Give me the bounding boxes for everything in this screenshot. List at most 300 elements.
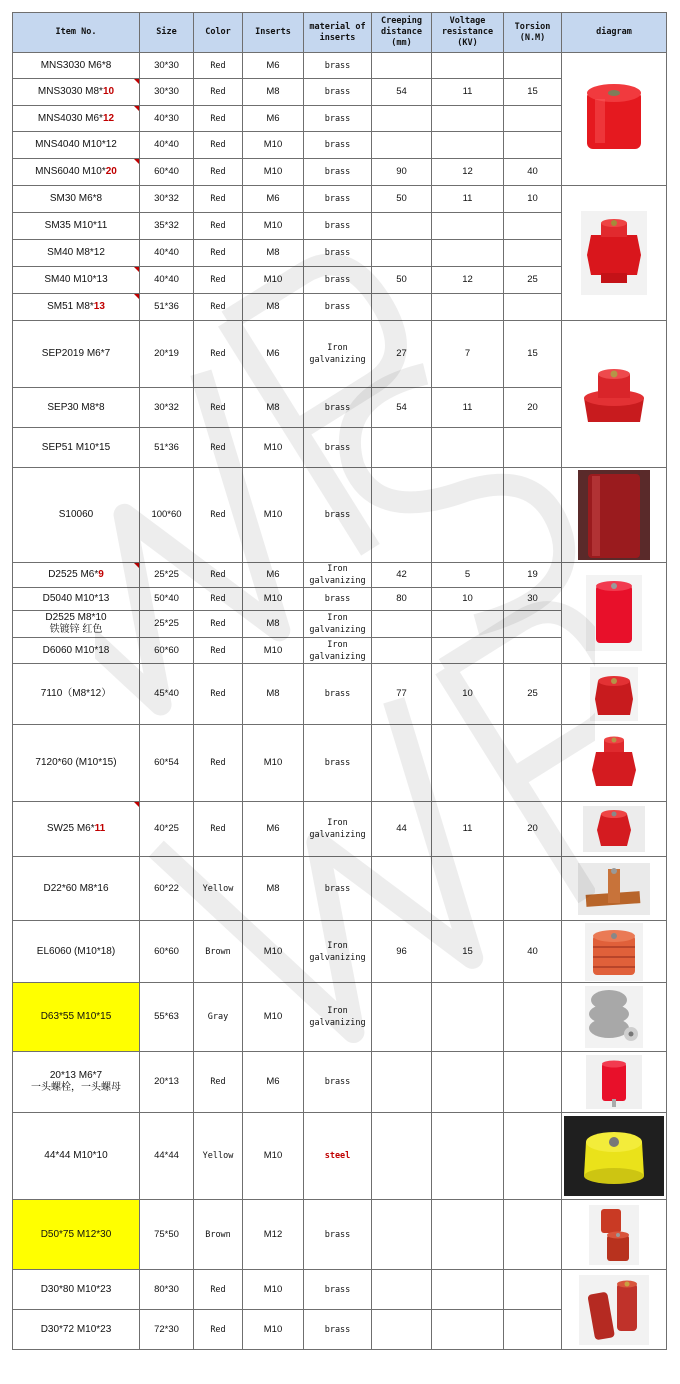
comment-marker <box>134 294 139 299</box>
material-cell <box>304 267 372 294</box>
material-text: brass <box>324 1284 351 1295</box>
item-no-cell <box>13 725 140 802</box>
creeping-cell: 50 <box>372 267 432 294</box>
material-text: Iron galvanizing <box>309 343 366 365</box>
item-no-suffix: 13 <box>93 301 105 312</box>
item-no-suffix: 9 <box>98 569 104 580</box>
item-no: D30*80 M10*23 <box>40 1283 112 1295</box>
voltage-cell <box>432 725 504 802</box>
color-cell: Red <box>194 468 243 563</box>
torsion-cell <box>504 638 562 664</box>
item-no-cell <box>13 1113 140 1200</box>
inserts-cell: M6 <box>243 186 304 213</box>
voltage-cell: 12 <box>432 267 504 294</box>
header-inserts: Inserts <box>243 13 304 53</box>
material-cell <box>304 664 372 725</box>
creeping-cell <box>372 983 432 1052</box>
inserts-cell: M8 <box>243 79 304 106</box>
creeping-cell: 54 <box>372 388 432 428</box>
item-no: SEP30 M8*8 <box>47 401 105 413</box>
torsion-cell <box>504 428 562 468</box>
material-text: steel <box>324 1151 351 1161</box>
voltage-cell <box>432 1052 504 1113</box>
inserts-cell: M10 <box>243 588 304 611</box>
torsion-cell: 40 <box>504 159 562 186</box>
creeping-cell <box>372 638 432 664</box>
product-image <box>562 1270 667 1350</box>
item-no-cell <box>13 1310 140 1350</box>
product-image <box>562 857 667 921</box>
size-cell: 60*60 <box>140 921 194 983</box>
item-no-cell <box>13 428 140 468</box>
material-cell <box>304 588 372 611</box>
inserts-cell: M10 <box>243 1270 304 1310</box>
header-voltage: Voltage resistance (KV) <box>432 13 504 53</box>
torsion-cell <box>504 106 562 132</box>
inserts-cell: M8 <box>243 388 304 428</box>
color-cell: Red <box>194 186 243 213</box>
material-text: brass <box>324 510 351 520</box>
torsion-cell <box>504 1113 562 1200</box>
item-no: SM51 M8* <box>47 301 94 312</box>
creeping-cell <box>372 1310 432 1350</box>
torsion-cell <box>504 1310 562 1350</box>
material-text: Iron galvanizing <box>309 613 366 635</box>
material-cell <box>304 638 372 664</box>
header-torsion: Torsion (N.M) <box>504 13 562 53</box>
item-no: 7120*60 (M10*15) <box>35 757 117 768</box>
header-diagram: diagram <box>562 13 667 53</box>
material-text: brass <box>324 302 351 312</box>
item-no: MNS4030 M6* <box>37 112 103 124</box>
size-cell: 80*30 <box>140 1270 194 1310</box>
item-no: S10060 <box>58 509 94 520</box>
creeping-cell <box>372 1200 432 1270</box>
size-cell: 60*60 <box>140 638 194 664</box>
item-no-cell <box>13 664 140 725</box>
voltage-cell <box>432 857 504 921</box>
table-row <box>13 1113 667 1200</box>
torsion-cell <box>504 1200 562 1270</box>
item-no: D50*75 M12*30 <box>40 1228 112 1240</box>
color-cell: Red <box>194 428 243 468</box>
size-cell: 100*60 <box>140 468 194 563</box>
color-cell: Red <box>194 588 243 611</box>
item-no-cell <box>13 186 140 213</box>
inserts-cell: M10 <box>243 638 304 664</box>
torsion-cell <box>504 53 562 79</box>
torsion-cell <box>504 1270 562 1310</box>
size-cell: 60*40 <box>140 159 194 186</box>
creeping-cell: 44 <box>372 802 432 857</box>
creeping-cell: 96 <box>372 921 432 983</box>
item-no: D22*60 M8*16 <box>43 882 109 894</box>
item-no: D2525 M8*10 <box>45 612 107 623</box>
torsion-cell <box>504 611 562 638</box>
voltage-cell <box>432 53 504 79</box>
comment-marker <box>134 563 139 568</box>
inserts-cell: M8 <box>243 611 304 638</box>
color-cell: Red <box>194 79 243 106</box>
torsion-cell <box>504 857 562 921</box>
table-row <box>13 857 667 921</box>
color-cell: Brown <box>194 921 243 983</box>
voltage-cell <box>432 638 504 664</box>
voltage-cell <box>432 983 504 1052</box>
creeping-cell <box>372 468 432 563</box>
material-cell <box>304 388 372 428</box>
color-cell: Red <box>194 53 243 79</box>
size-cell: 40*40 <box>140 132 194 159</box>
material-text: brass <box>324 221 351 231</box>
size-cell: 60*54 <box>140 725 194 802</box>
creeping-cell: 90 <box>372 159 432 186</box>
item-no-cell <box>13 857 140 921</box>
item-no: 44*44 M10*10 <box>44 1150 108 1161</box>
product-image <box>562 1113 667 1200</box>
color-cell: Red <box>194 1270 243 1310</box>
material-text: brass <box>324 1077 351 1087</box>
header-creeping: Creeping distance (mm) <box>372 13 432 53</box>
product-image <box>562 53 667 186</box>
creeping-cell <box>372 1113 432 1200</box>
torsion-cell: 20 <box>504 802 562 857</box>
torsion-cell: 19 <box>504 563 562 588</box>
inserts-cell: M8 <box>243 664 304 725</box>
material-cell <box>304 159 372 186</box>
item-no: D5040 M10*13 <box>42 593 110 604</box>
comment-marker <box>134 106 139 111</box>
table-body <box>13 53 667 1350</box>
voltage-cell <box>432 294 504 321</box>
product-image <box>562 563 667 664</box>
creeping-cell <box>372 294 432 321</box>
item-no-suffix: 12 <box>102 112 115 124</box>
size-cell: 75*50 <box>140 1200 194 1270</box>
voltage-cell: 10 <box>432 588 504 611</box>
table-row <box>13 983 667 1052</box>
material-cell <box>304 132 372 159</box>
item-no-cell <box>13 106 140 132</box>
color-cell: Brown <box>194 1200 243 1270</box>
material-cell <box>304 1113 372 1200</box>
inserts-cell: M10 <box>243 267 304 294</box>
item-no-cell <box>13 267 140 294</box>
material-text: brass <box>324 113 351 124</box>
product-image <box>562 983 667 1052</box>
product-image <box>562 468 667 563</box>
inserts-cell: M10 <box>243 213 304 240</box>
item-no-suffix: 10 <box>102 86 115 97</box>
item-no: SEP51 M10*15 <box>41 441 111 453</box>
header-material: material of inserts <box>304 13 372 53</box>
creeping-cell <box>372 240 432 267</box>
torsion-cell <box>504 983 562 1052</box>
torsion-cell <box>504 294 562 321</box>
material-text: brass <box>324 594 351 604</box>
color-cell: Gray <box>194 983 243 1052</box>
voltage-cell: 5 <box>432 563 504 588</box>
product-spec-table <box>12 12 667 1350</box>
size-cell: 30*32 <box>140 186 194 213</box>
creeping-cell: 80 <box>372 588 432 611</box>
material-cell <box>304 921 372 983</box>
material-text: brass <box>324 87 351 97</box>
material-cell <box>304 725 372 802</box>
item-no: SEP2019 M6*7 <box>41 348 111 359</box>
creeping-cell <box>372 213 432 240</box>
item-no: MNS3030 M6*8 <box>40 59 112 71</box>
item-no-cell <box>13 240 140 267</box>
torsion-cell: 40 <box>504 921 562 983</box>
color-cell: Red <box>194 802 243 857</box>
material-cell <box>304 79 372 106</box>
item-no: SW25 M6* <box>46 823 95 834</box>
item-no-cell <box>13 588 140 611</box>
torsion-cell: 15 <box>504 321 562 388</box>
table-row <box>13 1052 667 1113</box>
creeping-cell <box>372 857 432 921</box>
table-row <box>13 53 667 79</box>
material-text: Iron galvanizing <box>309 1006 366 1028</box>
color-cell: Red <box>194 213 243 240</box>
color-cell: Red <box>194 240 243 267</box>
material-text: brass <box>324 758 351 768</box>
material-text: brass <box>324 883 351 894</box>
size-cell: 20*13 <box>140 1052 194 1113</box>
torsion-cell <box>504 240 562 267</box>
size-cell: 50*40 <box>140 588 194 611</box>
size-cell: 51*36 <box>140 294 194 321</box>
item-no-cell <box>13 983 140 1052</box>
torsion-cell <box>504 725 562 802</box>
material-text: brass <box>324 275 351 285</box>
item-no: D30*72 M10*23 <box>40 1323 112 1335</box>
voltage-cell <box>432 468 504 563</box>
inserts-cell: M10 <box>243 1310 304 1350</box>
item-no-cell <box>13 1052 140 1113</box>
material-cell <box>304 1310 372 1350</box>
item-no: D63*55 M10*15 <box>40 1011 112 1022</box>
material-text: brass <box>324 167 351 177</box>
material-text: brass <box>324 1229 351 1240</box>
item-no: SM30 M6*8 <box>49 193 103 204</box>
product-image <box>562 664 667 725</box>
creeping-cell: 27 <box>372 321 432 388</box>
size-cell: 25*25 <box>140 563 194 588</box>
table-row <box>13 1270 667 1310</box>
voltage-cell <box>432 1310 504 1350</box>
item-no-cell <box>13 611 140 638</box>
color-cell: Red <box>194 159 243 186</box>
voltage-cell: 15 <box>432 921 504 983</box>
color-cell: Red <box>194 725 243 802</box>
comment-marker <box>134 79 139 84</box>
inserts-cell: M8 <box>243 240 304 267</box>
inserts-cell: M10 <box>243 159 304 186</box>
product-image <box>562 802 667 857</box>
torsion-cell: 20 <box>504 388 562 428</box>
creeping-cell <box>372 132 432 159</box>
table-row <box>13 725 667 802</box>
inserts-cell: M10 <box>243 1113 304 1200</box>
material-cell <box>304 983 372 1052</box>
color-cell: Red <box>194 1052 243 1113</box>
item-no: MNS6040 M10* <box>35 166 106 177</box>
item-no-cell <box>13 921 140 983</box>
inserts-cell: M6 <box>243 1052 304 1113</box>
product-image <box>562 1200 667 1270</box>
comment-marker <box>134 802 139 807</box>
item-no: EL6060 (M10*18) <box>36 945 116 957</box>
torsion-cell: 25 <box>504 664 562 725</box>
material-cell <box>304 321 372 388</box>
material-text: brass <box>324 194 351 204</box>
material-text: brass <box>324 140 351 150</box>
inserts-cell: M10 <box>243 428 304 468</box>
product-image <box>562 725 667 802</box>
torsion-cell <box>504 468 562 563</box>
size-cell: 30*30 <box>140 53 194 79</box>
color-cell: Red <box>194 638 243 664</box>
torsion-cell: 30 <box>504 588 562 611</box>
item-no: MNS4040 M10*12 <box>35 139 117 150</box>
item-no-suffix: 11 <box>94 823 106 834</box>
color-cell: Red <box>194 294 243 321</box>
creeping-cell: 50 <box>372 186 432 213</box>
item-no-cell <box>13 638 140 664</box>
material-cell <box>304 611 372 638</box>
item-no: SM35 M10*11 <box>44 220 108 231</box>
color-cell: Yellow <box>194 857 243 921</box>
comment-marker <box>134 159 139 164</box>
size-cell: 20*19 <box>140 321 194 388</box>
table-row <box>13 921 667 983</box>
color-cell: Yellow <box>194 1113 243 1200</box>
material-cell <box>304 1052 372 1113</box>
material-text: brass <box>324 60 351 71</box>
voltage-cell <box>432 1270 504 1310</box>
color-cell: Red <box>194 1310 243 1350</box>
item-no-cell <box>13 802 140 857</box>
creeping-cell <box>372 1270 432 1310</box>
creeping-cell <box>372 1052 432 1113</box>
table-row <box>13 664 667 725</box>
item-no: SM40 M10*13 <box>44 274 108 285</box>
voltage-cell: 11 <box>432 186 504 213</box>
size-cell: 45*40 <box>140 664 194 725</box>
material-text: brass <box>324 402 351 413</box>
material-cell <box>304 106 372 132</box>
voltage-cell <box>432 611 504 638</box>
material-cell <box>304 1200 372 1270</box>
creeping-cell <box>372 725 432 802</box>
inserts-cell: M6 <box>243 106 304 132</box>
size-cell: 40*40 <box>140 267 194 294</box>
item-no-cell <box>13 1270 140 1310</box>
item-note: 铁镀锌 红色 <box>49 624 103 635</box>
size-cell: 40*40 <box>140 240 194 267</box>
table-row <box>13 321 667 388</box>
creeping-cell: 77 <box>372 664 432 725</box>
size-cell: 30*30 <box>140 79 194 106</box>
material-text: Iron galvanizing <box>309 564 366 586</box>
creeping-cell: 42 <box>372 563 432 588</box>
voltage-cell <box>432 240 504 267</box>
size-cell: 25*25 <box>140 611 194 638</box>
material-text: brass <box>324 689 351 699</box>
color-cell: Red <box>194 664 243 725</box>
inserts-cell: M12 <box>243 1200 304 1270</box>
item-no-cell <box>13 294 140 321</box>
color-cell: Red <box>194 321 243 388</box>
color-cell: Red <box>194 267 243 294</box>
torsion-cell: 15 <box>504 79 562 106</box>
material-cell <box>304 857 372 921</box>
size-cell: 51*36 <box>140 428 194 468</box>
table-row <box>13 563 667 588</box>
color-cell: Red <box>194 563 243 588</box>
material-cell <box>304 186 372 213</box>
size-cell: 55*63 <box>140 983 194 1052</box>
inserts-cell: M6 <box>243 563 304 588</box>
material-cell <box>304 240 372 267</box>
size-cell: 40*30 <box>140 106 194 132</box>
color-cell: Red <box>194 132 243 159</box>
voltage-cell: 12 <box>432 159 504 186</box>
material-cell <box>304 428 372 468</box>
voltage-cell <box>432 213 504 240</box>
header-color: Color <box>194 13 243 53</box>
color-cell: Red <box>194 611 243 638</box>
item-no-cell <box>13 79 140 106</box>
item-no-cell <box>13 132 140 159</box>
material-text: Iron galvanizing <box>309 818 366 840</box>
product-image <box>562 186 667 321</box>
item-no: MNS3030 M8* <box>37 86 103 97</box>
voltage-cell: 11 <box>432 388 504 428</box>
torsion-cell: 25 <box>504 267 562 294</box>
voltage-cell: 11 <box>432 802 504 857</box>
voltage-cell <box>432 428 504 468</box>
voltage-cell <box>432 1200 504 1270</box>
material-cell <box>304 563 372 588</box>
inserts-cell: M10 <box>243 921 304 983</box>
material-text: brass <box>324 1324 351 1335</box>
inserts-cell: M6 <box>243 802 304 857</box>
size-cell: 40*25 <box>140 802 194 857</box>
torsion-cell <box>504 1052 562 1113</box>
item-no: D6060 M10*18 <box>42 644 110 656</box>
size-cell: 44*44 <box>140 1113 194 1200</box>
voltage-cell <box>432 1113 504 1200</box>
item-no: D2525 M6* <box>48 569 99 580</box>
material-cell <box>304 213 372 240</box>
torsion-cell <box>504 132 562 159</box>
table-row <box>13 802 667 857</box>
inserts-cell: M6 <box>243 53 304 79</box>
item-note: 一头螺栓，一头螺母 <box>31 1082 121 1093</box>
creeping-cell <box>372 106 432 132</box>
header-item-no: Item No. <box>13 13 140 53</box>
creeping-cell <box>372 53 432 79</box>
material-text: brass <box>324 248 351 258</box>
material-text: brass <box>324 442 351 453</box>
inserts-cell: M8 <box>243 294 304 321</box>
inserts-cell: M6 <box>243 321 304 388</box>
size-cell: 30*32 <box>140 388 194 428</box>
material-cell <box>304 53 372 79</box>
